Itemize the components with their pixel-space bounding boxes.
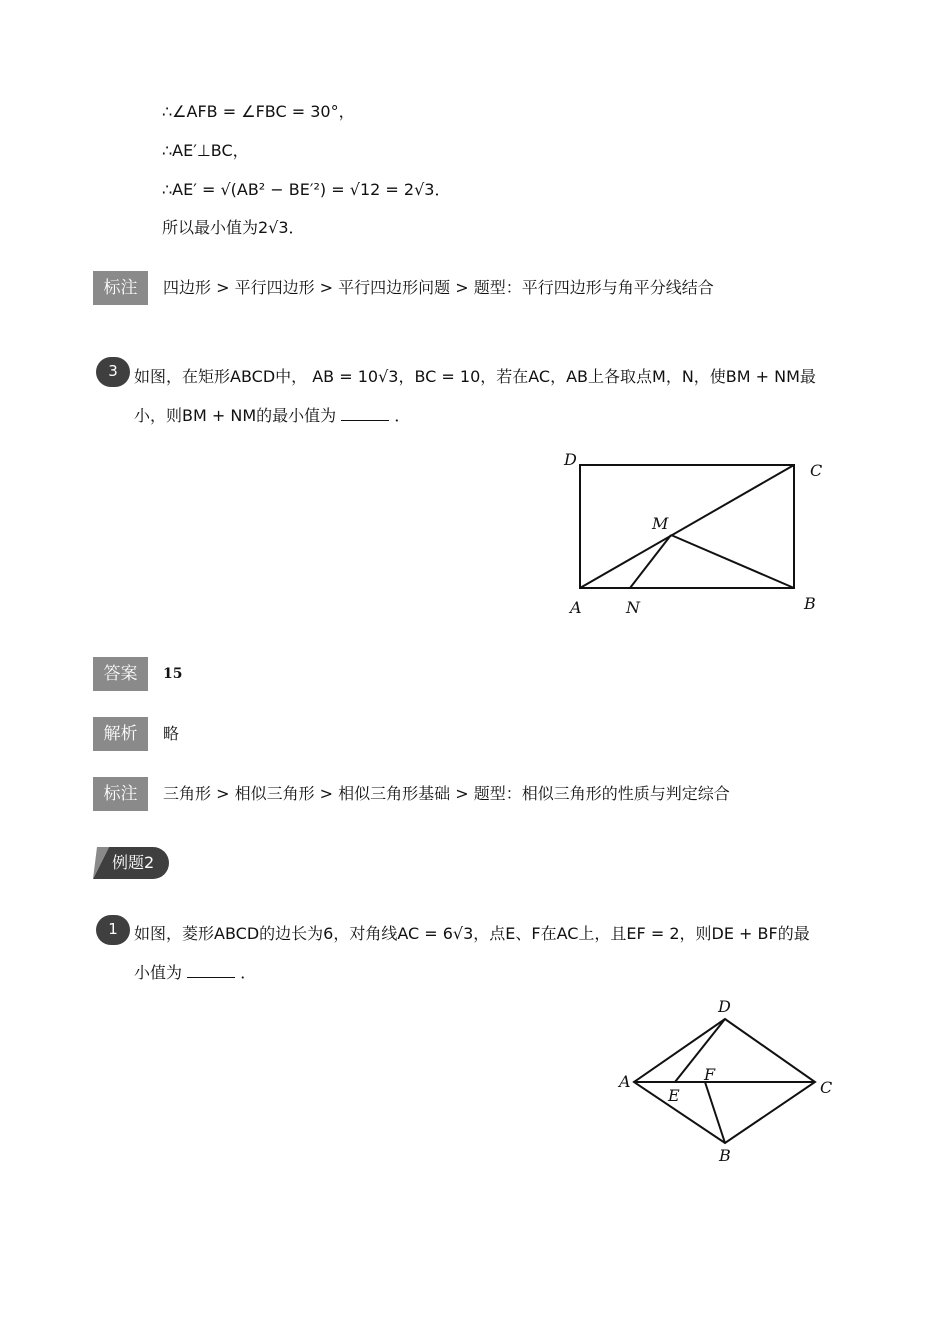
- tag-text-2: 三角形 > 相似三角形 > 相似三角形基础 > 题型：相似三角形的性质与判定综合: [163, 784, 730, 803]
- question-text-prefix: 小，则BM + NM的最小值为: [134, 406, 337, 425]
- question-text-suffix: ．: [394, 406, 411, 425]
- answer-blank: [341, 406, 389, 421]
- tag-text: 四边形 > 平行四边形 > 平行四边形问题 > 题型：平行四边形与角平分线结合: [163, 278, 714, 297]
- answer-value: 15: [163, 666, 183, 682]
- rhombus-figure: [610, 995, 845, 1170]
- answer-blank-2: [187, 963, 235, 978]
- question-text-line-2b: [134, 962, 256, 984]
- solution-line-3: ∴AE′ = √(AB² − BE′²) = √12 = 2√3．: [162, 180, 451, 199]
- label-a-2: A: [619, 1072, 631, 1091]
- answer-label: 答案: [93, 657, 148, 691]
- question-text-line-1: 如图，在矩形ABCD中， AB = 10√3，BC = 10，若在AC，AB上各取点M，N，使BM + NM最: [134, 367, 816, 386]
- question-text-line-2: [134, 405, 410, 427]
- label-b-2: B: [719, 1146, 731, 1165]
- tag-label: 标注: [93, 271, 148, 305]
- label-f: F: [704, 1065, 716, 1084]
- label-d-2: D: [718, 997, 731, 1016]
- question-text-suffix-b: ．: [240, 963, 257, 982]
- analysis-label: 解析: [93, 717, 148, 751]
- label-b: B: [804, 594, 816, 613]
- solution-line-1: ∴∠AFB = ∠FBC = 30°，: [162, 102, 355, 121]
- solution-line-4: 所以最小值为2√3．: [162, 218, 305, 237]
- rectangle-figure: [550, 440, 850, 625]
- label-a: A: [570, 598, 582, 617]
- question-text-line-1b: 如图，菱形ABCD的边长为6，对角线AC = 6√3，点E、F在AC上，且EF = 2，则DE + BF的最: [134, 924, 810, 943]
- example-tab: [93, 847, 169, 879]
- tag-label-2: 标注: [93, 777, 148, 811]
- example-title: 例题2: [112, 853, 155, 872]
- label-m: M: [652, 514, 669, 533]
- question-text-prefix-b: 小值为: [134, 963, 183, 982]
- label-e: E: [668, 1086, 680, 1105]
- segment-ed: [675, 1019, 725, 1082]
- segment-mb: [671, 535, 794, 588]
- label-d: D: [564, 450, 577, 469]
- label-c: C: [810, 461, 823, 480]
- label-c-2: C: [820, 1078, 833, 1097]
- solution-line-2: ∴AE′⊥BC，: [162, 141, 249, 160]
- question-number-badge: 3: [96, 357, 130, 387]
- segment-fb: [705, 1082, 725, 1143]
- question-number-badge-2: 1: [96, 915, 130, 945]
- segment-nm: [630, 535, 671, 588]
- label-n: N: [626, 598, 640, 617]
- diagonal-ac: [580, 465, 794, 588]
- analysis-text: 略: [163, 724, 180, 743]
